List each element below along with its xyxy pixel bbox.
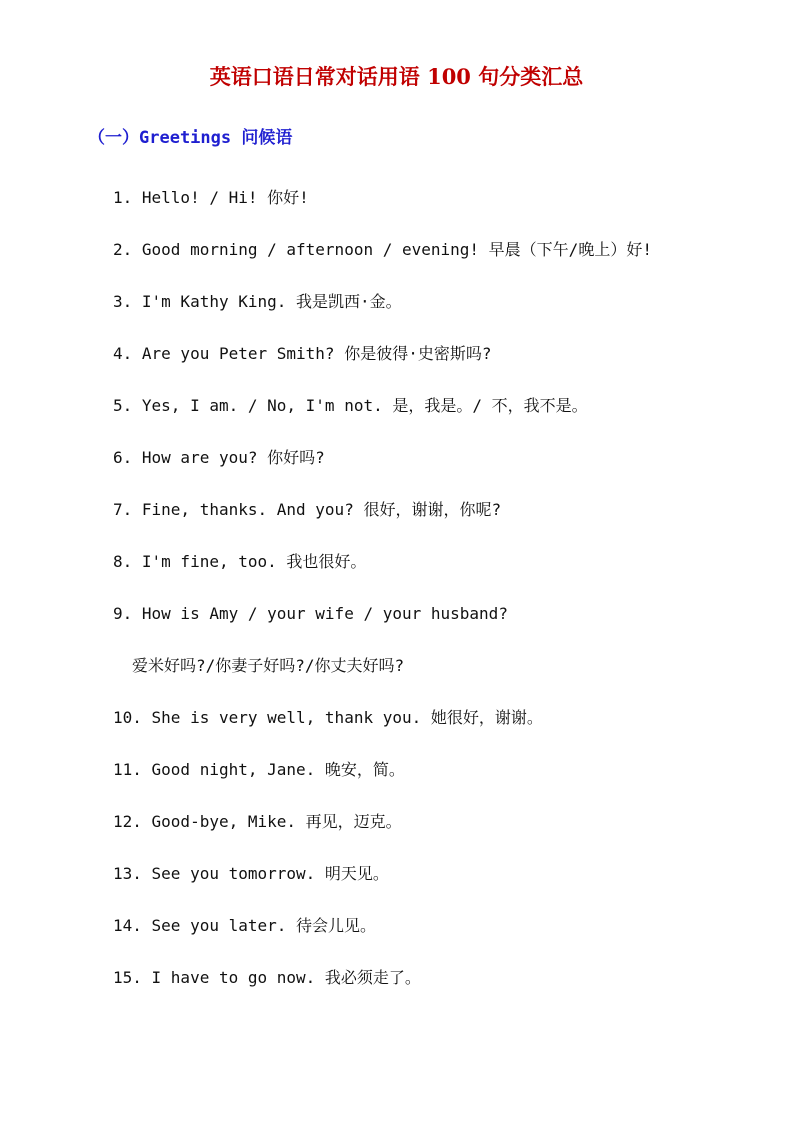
phrase-line-5: 5. Yes, I am. / No, I'm not. 是，我是。/ 不，我不是。 [113,396,588,415]
phrase-line-4: 4. Are you Peter Smith? 你是彼得·史密斯吗? [113,344,492,363]
phrase-line-11: 11. Good night, Jane. 晚安，简。 [113,760,405,779]
phrase-line-9-translation: 爱米好吗?/你妻子好吗?/你丈夫好吗? [132,656,405,675]
phrase-list [113,183,652,1015]
phrase-line-1: 1. Hello! / Hi! 你好! [113,188,309,207]
phrase-line-2: 2. Good morning / afternoon / evening! 早晨（下午/晚上）好! [113,240,652,259]
phrase-line-14: 14. See you later. 待会儿见。 [113,916,377,935]
phrase-line-13: 13. See you tomorrow. 明天见。 [113,864,389,883]
phrase-line-9: 9. How is Amy / your wife / your husband? [113,604,508,623]
phrase-line-12: 12. Good-bye, Mike. 再见，迈克。 [113,812,402,831]
phrase-line-8: 8. I'm fine, too. 我也很好。 [113,552,367,571]
phrase-line-6: 6. How are you? 你好吗? [113,448,325,467]
phrase-line-3: 3. I'm Kathy King. 我是凯西·金。 [113,292,402,311]
document-title: 英语口语日常对话用语 100 句分类汇总 [209,64,584,89]
phrase-line-10: 10. She is very well, thank you. 她很好，谢谢。 [113,708,543,727]
phrase-line-7: 7. Fine, thanks. And you? 很好，谢谢，你呢? [113,500,502,519]
phrase-line-15: 15. I have to go now. 我必须走了。 [113,968,421,987]
section-heading-greetings: （一）Greetings 问候语 [88,128,293,148]
